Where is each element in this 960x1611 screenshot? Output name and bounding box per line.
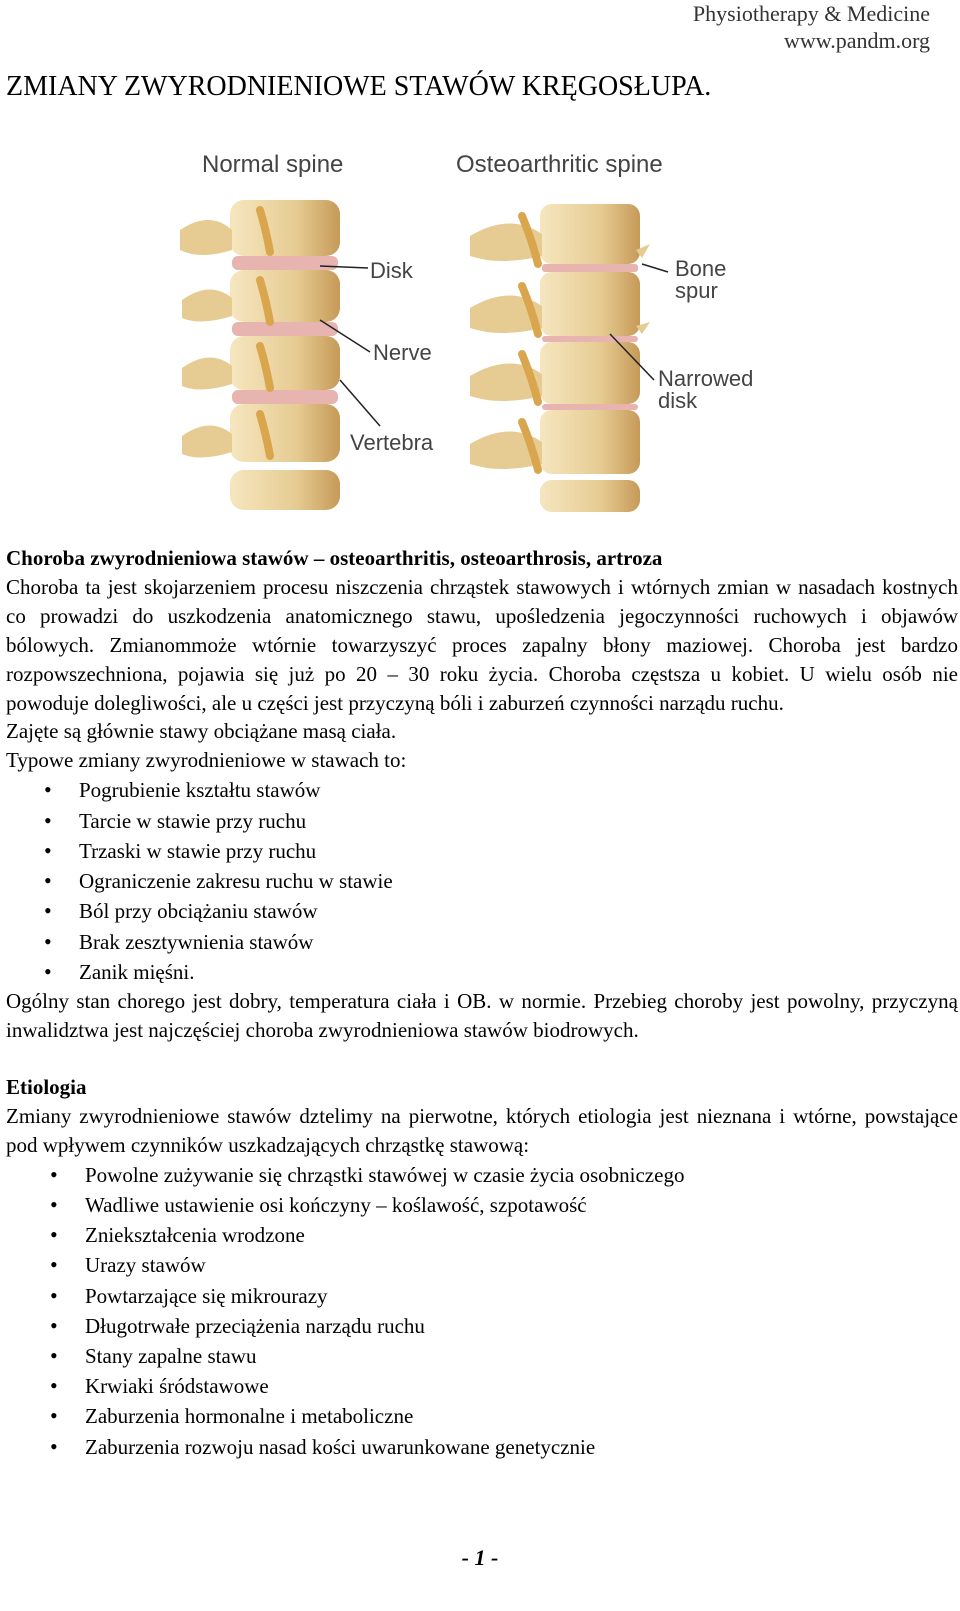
document-body bbox=[6, 544, 958, 1462]
spacer bbox=[6, 1045, 958, 1073]
list-item: • Powtarzające się mikrourazy bbox=[6, 1281, 958, 1311]
list-item: • Zanik mięśni. bbox=[6, 957, 958, 987]
label-bone: Bone bbox=[675, 256, 727, 281]
label-nerve: Nerve bbox=[373, 340, 432, 365]
label-spur: spur bbox=[675, 278, 718, 303]
label-normal-spine: Normal spine bbox=[202, 151, 344, 178]
site-name: Physiotherapy & Medicine bbox=[692, 1, 930, 26]
etiology-paragraph: Zmiany zwyrodnieniowe stawów dztelimy na pierwotne, których etiologia jest nieznana i wtórne, powstające pod wpływem czynników uszkadzających chrząstkę stawową: bbox=[6, 1104, 958, 1157]
list-item: • Brak zesztywnienia stawów bbox=[6, 927, 958, 957]
list-item: • Urazy stawów bbox=[6, 1250, 958, 1280]
list-item: • Zniekształcenia wrodzone bbox=[6, 1220, 958, 1250]
label-osteoarthritic-spine: Osteoarthritic spine bbox=[456, 151, 663, 178]
list-item: • Pogrubienie kształtu stawów bbox=[6, 775, 958, 805]
list-item: • Ograniczenie zakresu ruchu w stawie bbox=[6, 866, 958, 896]
normal-spine-drawing bbox=[180, 200, 340, 510]
list-item: • Powolne zużywanie się chrząstki stawówej w czasie życia osobniczego bbox=[6, 1160, 958, 1190]
page-header bbox=[693, 0, 930, 54]
etiology-causes-list bbox=[6, 1160, 958, 1462]
page-title: ZMIANY ZWYRODNIENIOWE STAWÓW KRĘGOSŁUPA. bbox=[6, 71, 712, 102]
list-item: • Stany zapalne stawu bbox=[6, 1341, 958, 1371]
label-disk: Disk bbox=[370, 258, 413, 283]
label-vertebra: Vertebra bbox=[350, 430, 434, 455]
list-item: • Krwiaki śródstawowe bbox=[6, 1371, 958, 1401]
intro-heading: Choroba zwyrodnieniowa stawów – osteoarthritis, osteoarthrosis, artroza bbox=[6, 546, 663, 570]
list-item: • Tarcie w stawie przy ruchu bbox=[6, 806, 958, 836]
etiology-heading: Etiologia bbox=[6, 1075, 87, 1100]
spine-illustration bbox=[170, 140, 790, 515]
site-url[interactable]: www.pandm.org bbox=[783, 28, 930, 53]
list-item: • Zaburzenia hormonalne i metaboliczne bbox=[6, 1401, 958, 1431]
list-item: • Zaburzenia rozwoju nasad kości uwarunkowane genetycznie bbox=[6, 1432, 958, 1462]
label-narrowed: Narrowed bbox=[658, 366, 754, 391]
general-state-paragraph: Ogólny stan chorego jest dobry, temperatura ciała i OB. w normie. Przebieg choroby jest powolny, przyczyną inwalidztwa jest najczęściej choroba zwyrodnieniowa stawów biodrowych. bbox=[6, 989, 958, 1043]
intro-line-typical-changes: Typowe zmiany zwyrodnieniowe w stawach to: bbox=[6, 748, 407, 773]
label-narrowed-disk: disk bbox=[658, 388, 698, 413]
osteoarthritic-spine-drawing bbox=[470, 204, 650, 512]
intro-line-weight-bearing: Zajęte są głównie stawy obciążane masą ciała. bbox=[6, 719, 397, 744]
spine-comparison-svg bbox=[170, 140, 790, 515]
list-item: • Wadliwe ustawienie osi kończyny – koślawość, szpotawość bbox=[6, 1190, 958, 1220]
list-item: • Długotrwałe przeciążenia narządu ruchu bbox=[6, 1311, 958, 1341]
typical-changes-list bbox=[6, 775, 958, 987]
list-item: • Ból przy obciążaniu stawów bbox=[6, 896, 958, 926]
page-number: - 1 - bbox=[461, 1545, 499, 1570]
list-item: • Trzaski w stawie przy ruchu bbox=[6, 836, 958, 866]
intro-paragraph: Choroba ta jest skojarzeniem procesu niszczenia chrząstek stawowych i wtórnych zmian w nasadach kostnych co prowadzi do uszkodzenia anatomicznego stawu, upośledzenia jegoczynności ruchowych i objawów bólowych. Zmianommoże wtórnie towarzyszyć proces zapalny błony maziowej. Choroba jest bardzo rozpowszechniona, pojawia się już po 20 – 30 roku życia. Choroba częstsza u kobiet. U wielu osób nie powoduje dolegliwości, ale u części jest przyczyną bóli i zaburzeń czynności narządu ruchu. bbox=[6, 574, 958, 715]
